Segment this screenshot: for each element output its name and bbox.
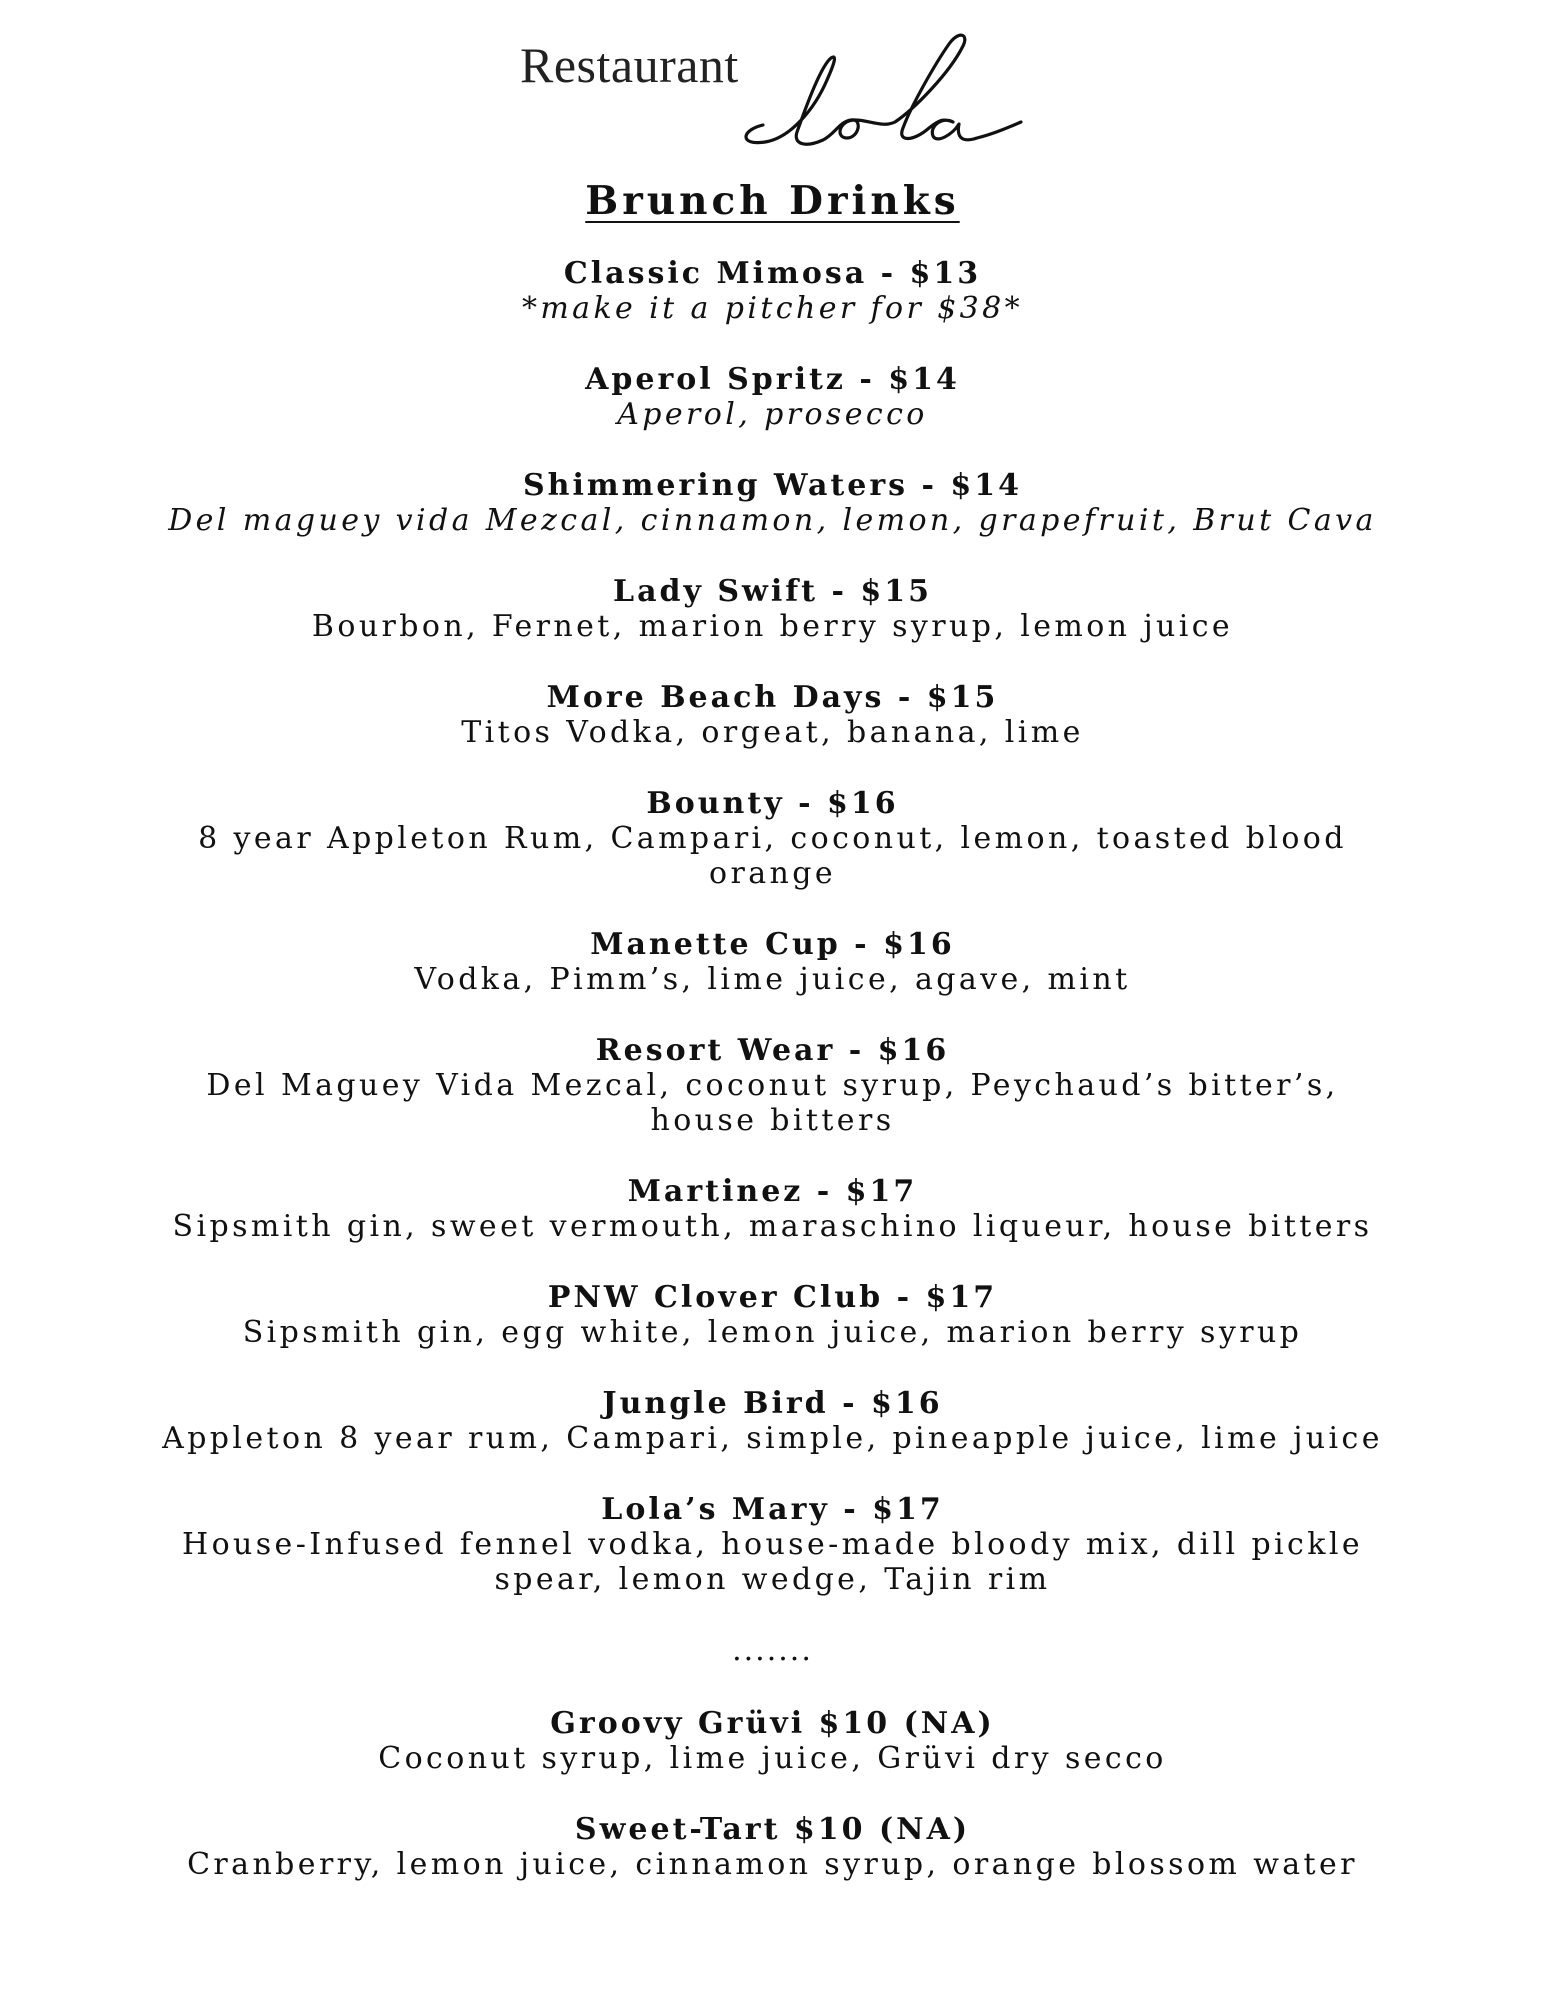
logo-script-signature [735,22,1040,162]
menu-title [0,175,1545,227]
drink-item [0,574,1545,644]
drink-list [0,256,1545,1918]
drink-item [0,927,1545,997]
drink-ingredients: Cranberry, lemon juice, cinnamon syrup, orange blossom water [187,1847,1358,1882]
drink-ingredients: Vodka, Pimm’s, lime juice, agave, mint [414,962,1131,997]
drink-item [0,1280,1545,1350]
drink-name: Jungle Bird - $16 [602,1386,943,1421]
drink-ingredients: Sipsmith gin, egg white, lemon juice, marion berry syrup [242,1315,1303,1350]
na-drink-item [0,1706,1545,1776]
lola-script-icon [735,22,1040,162]
restaurant-logo [520,22,1040,162]
drink-ingredients: Bourbon, Fernet, marion berry syrup, lemon juice [311,609,1234,644]
drink-item [0,256,1545,326]
drink-ingredients: Del Maguey Vida Mezcal, coconut syrup, Peychaud’s bitter’s, house bitters [206,1068,1339,1138]
drink-item [0,362,1545,432]
drink-item [0,1386,1545,1456]
drink-name: Groovy Grüvi $10 (NA) [550,1706,995,1741]
drink-item [0,1033,1545,1138]
drink-ingredients: Titos Vodka, orgeat, banana, lime [461,715,1084,750]
drink-name: Lola’s Mary - $17 [601,1492,944,1527]
drink-ingredients: 8 year Appleton Rum, Campari, coconut, lemon, toasted blood orange [198,821,1347,891]
drink-name: More Beach Days - $15 [546,680,999,715]
drink-item [0,680,1545,750]
drink-item [0,468,1545,538]
logo-word: Restaurant [520,37,739,93]
section-divider: ....... [732,1633,813,1668]
drink-ingredients: House-Infused fennel vodka, house-made bloody mix, dill pickle spear, lemon wedge, Tajin rim [182,1527,1363,1597]
drink-ingredients: Sipsmith gin, sweet vermouth, maraschino liqueur, house bitters [172,1209,1373,1244]
na-drink-item [0,1812,1545,1882]
drink-name: PNW Clover Club - $17 [547,1280,998,1315]
drink-ingredients: Appleton 8 year rum, Campari, simple, pineapple juice, lime juice [162,1421,1383,1456]
drink-name: Resort Wear - $16 [595,1033,950,1068]
drink-ingredients: Aperol, prosecco [617,397,928,432]
drink-name: Classic Mimosa - $13 [563,256,982,291]
drink-name: Lady Swift - $15 [613,574,932,609]
drink-item [0,1174,1545,1244]
drink-ingredients: Coconut syrup, lime juice, Grüvi dry secco [378,1741,1167,1776]
menu-title-text: Brunch Drinks [585,178,960,224]
drink-name: Martinez - $17 [627,1174,918,1209]
drink-name: Shimmering Waters - $14 [522,468,1022,503]
drink-item [0,786,1545,891]
drink-name: Aperol Spritz - $14 [585,362,960,397]
drink-name: Sweet-Tart $10 (NA) [574,1812,971,1847]
drink-name: Manette Cup - $16 [590,927,955,962]
drink-item [0,1492,1545,1597]
drink-note: *make it a pitcher for $38* [521,291,1024,326]
drink-ingredients: Del maguey vida Mezcal, cinnamon, lemon, grapefruit, Brut Cava [168,503,1377,538]
drink-name: Bounty - $16 [646,786,899,821]
